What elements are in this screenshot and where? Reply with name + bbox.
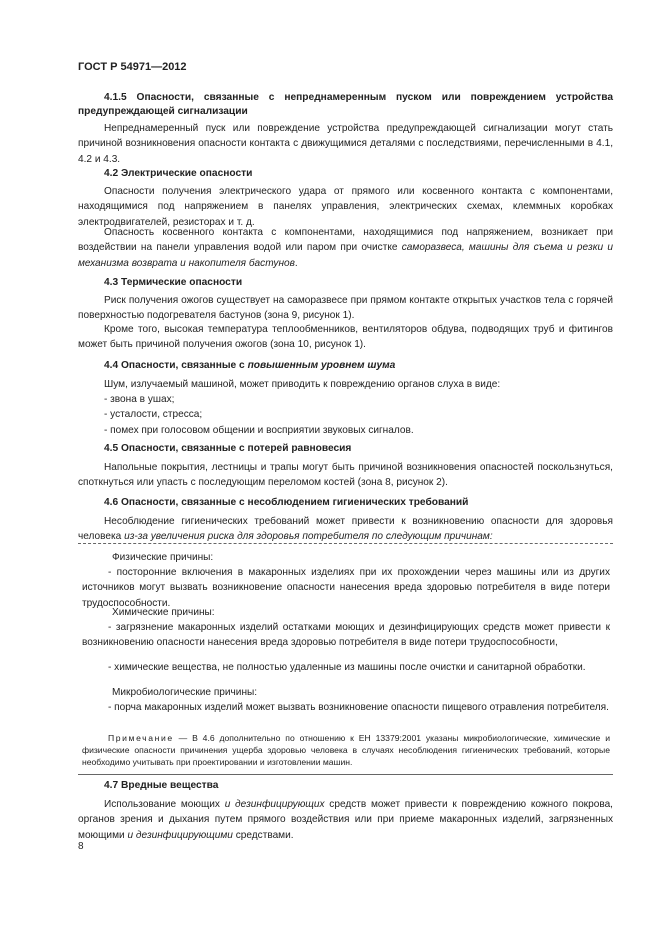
section-4-3-title: 4.3 Термические опасности: [104, 277, 243, 288]
section-4-3-p2: Кроме того, высокая температура теплообменников, вентиляторов обдува, подводящих труб и фитингов может быть причиной получения ожогов (зона 10, рисунок 1).: [78, 324, 613, 351]
text-run: Несоблюдение гигиенических требований может привести к возникновению опасности для здоровья человека: [78, 516, 613, 543]
text-run: средствами.: [232, 829, 294, 841]
section-4-7-text: [78, 797, 613, 843]
text-run: 4.4 Опасности, связанные с: [104, 360, 248, 371]
section-4-7-title: 4.7 Вредные вещества: [104, 780, 219, 791]
note-text: — В 4.6 дополнительно по отношению к ЕН 13379:2001 указаны микробиологические, химические и физические опасности причинения ущерба здоровью человека в случаях несоблюдения гигиенических требований, которые необходимо учитывать при проектировании и изготовлении машин.: [82, 733, 610, 767]
italic-run: из-за увеличения риска для здоровья потребителя по следующим причинам:: [124, 531, 493, 543]
microbiological-causes-label: Микробиологические причины:: [112, 687, 258, 698]
physical-causes-text: - посторонние включения в макаронных изделиях при их прохождении через машины или из других источников могут вызвать возникновение опасности нанесения вреда здоровью потребителя в виде потери трудоспособности.: [82, 567, 610, 609]
list-item: - помех при голосовом общении и восприятии звуковых сигналов.: [104, 424, 414, 436]
section-4-5-title: 4.5 Опасности, связанные с потерей равновесия: [104, 443, 352, 454]
note-label: Примечание: [108, 733, 174, 743]
section-4-3-p1: Риск получения ожогов существует на саморазвесе при прямом контакте открытых участков тела с горячей поверхностью подогревателя бастунов (зона 9, рисунок 1).: [78, 295, 613, 322]
list-item: - усталости, стресса;: [104, 409, 203, 421]
section-4-1-5-title-cont: предупреждающей сигнализации: [78, 106, 248, 117]
text-run: средств может привести к повреждению кожного покрова, органов зрения и дыхания путем прямого воздействия или при приеме макаронных изделий, загрязненных моющими: [78, 799, 613, 841]
italic-run: и дезинфицирующими: [127, 829, 233, 841]
microbiological-causes-text: - порча макаронных изделий может вызвать возникновение опасности пищевого отравления потребителя.: [108, 702, 609, 713]
section-4-2-p1: Опасности получения электрического удара от прямого или косвенного контакта с компонентами, находящимися под напряжением в панелях управления, электрических схемах, клеммных коробках электродвигателей, резисторах и т. д.: [78, 186, 613, 228]
page-number: 8: [78, 841, 84, 852]
text-run: Опасность косвенного контакта с компонентами, находящимися под напряжением, возникает при воздействии на панели управления водой или паром при очистке: [78, 227, 613, 254]
chemical-causes-text2: - химические вещества, не полностью удаленные из машины после очистки и санитарной обработки.: [108, 662, 586, 673]
text-run: Использование моющих: [104, 799, 225, 810]
section-4-4-title: [104, 360, 395, 371]
chemical-causes-text1: - загрязнение макаронных изделий остатками моющих и дезинфицирующих средств может привести к возникновению опасности нанесения вреда здоровью потребителя в виде потери трудоспособности,: [82, 622, 610, 649]
italic-run: повышенным уровнем шума: [247, 360, 396, 371]
physical-causes-label: Физические причины:: [112, 552, 214, 563]
note: [82, 732, 610, 768]
section-4-6-text: [78, 514, 613, 545]
section-4-4-intro: Шум, излучаемый машиной, может приводить к повреждению органов слуха в виде:: [104, 379, 501, 390]
section-4-1-5-text: Непреднамеренный пуск или повреждение устройства предупреждающей сигнализации могут стать причиной возникновения опасности контакта с движущимися деталями с последствиями, перечисленными в 4.1, 4.2 и 4.3.: [78, 123, 613, 165]
hygiene-causes-box: [78, 543, 613, 775]
text-run: .: [294, 257, 298, 269]
section-4-2-title: 4.2 Электрические опасности: [104, 168, 253, 179]
section-4-2-p2: [78, 225, 613, 271]
italic-run: саморазвеса, машины для съема и резки и механизма возврата и накопителя бастунов: [78, 242, 613, 269]
section-4-5-text: Напольные покрытия, лестницы и трапы могут быть причиной возникновения опасностей поскользнуться, споткнуться или упасть с последующим переломом костей (зона 8, рисунок 2).: [78, 462, 613, 489]
standard-header: ГОСТ Р 54971—2012: [78, 61, 187, 73]
title-line: 4.1.5 Опасности, связанные с непреднамеренным пуском или повреждением устройства: [104, 92, 613, 103]
section-4-4-list: [104, 392, 613, 438]
section-4-6-title: 4.6 Опасности, связанные с несоблюдением гигиенических требований: [104, 497, 469, 508]
chemical-causes-label: Химические причины:: [112, 607, 215, 618]
section-4-1-5-title: [104, 92, 613, 103]
italic-run: и дезинфицирующих: [224, 799, 325, 810]
list-item: - звона в ушах;: [104, 394, 175, 405]
